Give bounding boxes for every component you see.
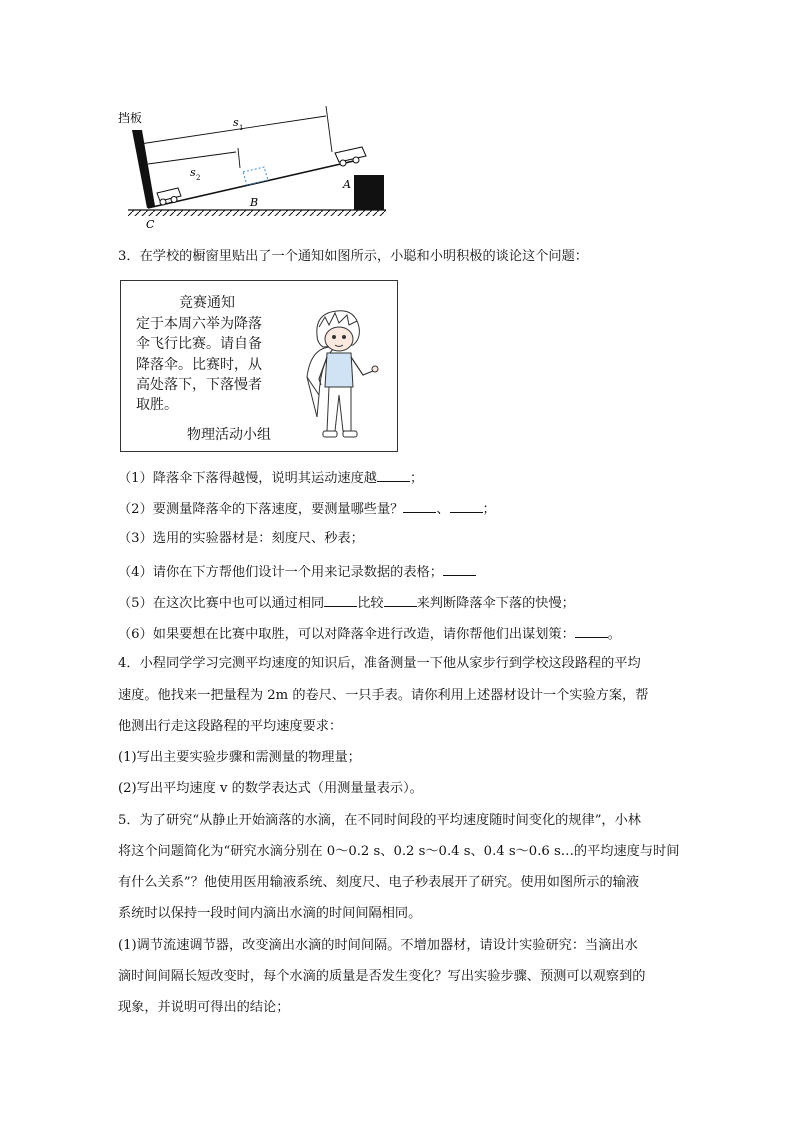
notice-line: 定于本周六举为降落	[136, 316, 262, 332]
incline-diagram	[118, 100, 398, 235]
q3-intro: 3．在学校的橱窗里贴出了一个通知如图所示，小聪和小明积极的谈论这个问题：	[118, 249, 588, 264]
q4-line: 他测出行走这段路程的平均速度要求：	[118, 719, 343, 734]
q3-item-6: （6）如果要想在比赛中取胜，可以对降落伞进行改造，请你帮他们出谋划策： 。	[118, 624, 621, 644]
cart-top	[335, 147, 366, 166]
ground-hatch	[128, 210, 386, 216]
q3-item-3: （3）选用的实验器材是：刻度尺、秒表；	[118, 531, 364, 546]
label-s2-sub: 2	[196, 174, 201, 182]
q3-item-1: （1）降落伞下落得越慢，说明其运动速度越 ；	[118, 468, 423, 488]
notice-title: 竞赛通知	[179, 295, 235, 311]
notice-line: 高处落下，下落慢者	[136, 377, 262, 393]
support-block	[354, 175, 384, 210]
q4-line: (1)写出主要实验步骤和需测量的物理量；	[118, 750, 361, 765]
q5-line: 将这个问题简化为“研究水滴分别在 0～0.2 s、0.2 s～0.4 s、0.4 s～0.6 s…的平均速度与时间	[118, 844, 680, 859]
label-s1: s	[233, 116, 239, 129]
q4-line: 4．小程同学学习完测平均速度的知识后，准备测量一下他从家步行到学校这段路程的平均	[118, 656, 641, 671]
q5-line: 现象，并说明可得出的结论；	[118, 1000, 290, 1015]
q4-line: 速度。他找来一把量程为 2m 的卷尺、一只手表。请你利用上述器材设计一个实验方案，帮	[118, 688, 649, 703]
notice-line: 取胜。	[136, 397, 178, 413]
q5-line: 有什么关系”？他使用医用输液系统、刻度尺、电子秒表展开了研究。使用如图所示的输液	[118, 875, 640, 890]
q5-line: 5．为了研究“从静止开始滴落的水滴，在不同时间段的平均速度随时间变化的规律”，小林	[118, 813, 641, 828]
notice-line: 降落伞。比赛时，从	[136, 357, 262, 373]
label-s1-sub: 1	[239, 124, 244, 132]
label-s2: s	[190, 166, 196, 179]
board	[132, 130, 155, 208]
notice-box	[120, 280, 398, 452]
q3-item-4: （4）请你在下方帮他们设计一个用来记录数据的表格；	[118, 562, 476, 582]
q3-item-5: （5）在这次比赛中也可以通过相同 比较 来判断降落伞下落的快慢；	[118, 593, 575, 613]
q5-line: 滴时间间隔长短改变时，每个水滴的质量是否发生变化？写出实验步骤、预测可以观察到的	[118, 969, 646, 984]
q4-line: (2)写出平均速度 v 的数学表达式（用测量量表示）。	[118, 781, 423, 796]
label-A: A	[343, 178, 351, 191]
label-B: B	[250, 196, 259, 209]
q3-item-2: （2）要测量降落伞的下落速度，要测量哪些量？ 、 ；	[118, 499, 496, 519]
label-C: C	[146, 218, 155, 231]
q5-line: 系统时以保持一段时间内滴出水滴的时间间隔相同。	[118, 906, 422, 921]
cart-dashed	[243, 167, 268, 185]
label-board: 挡板	[118, 111, 143, 125]
boy-illustration	[301, 305, 393, 445]
notice-footer: 物理活动小组	[187, 427, 271, 443]
q5-line: (1)调节流速调节器，改变滴出水滴的时间间隔。不增加器材，请设计实验研究：当滴出水	[118, 938, 638, 953]
notice-line: 伞飞行比赛。请自备	[136, 336, 262, 352]
